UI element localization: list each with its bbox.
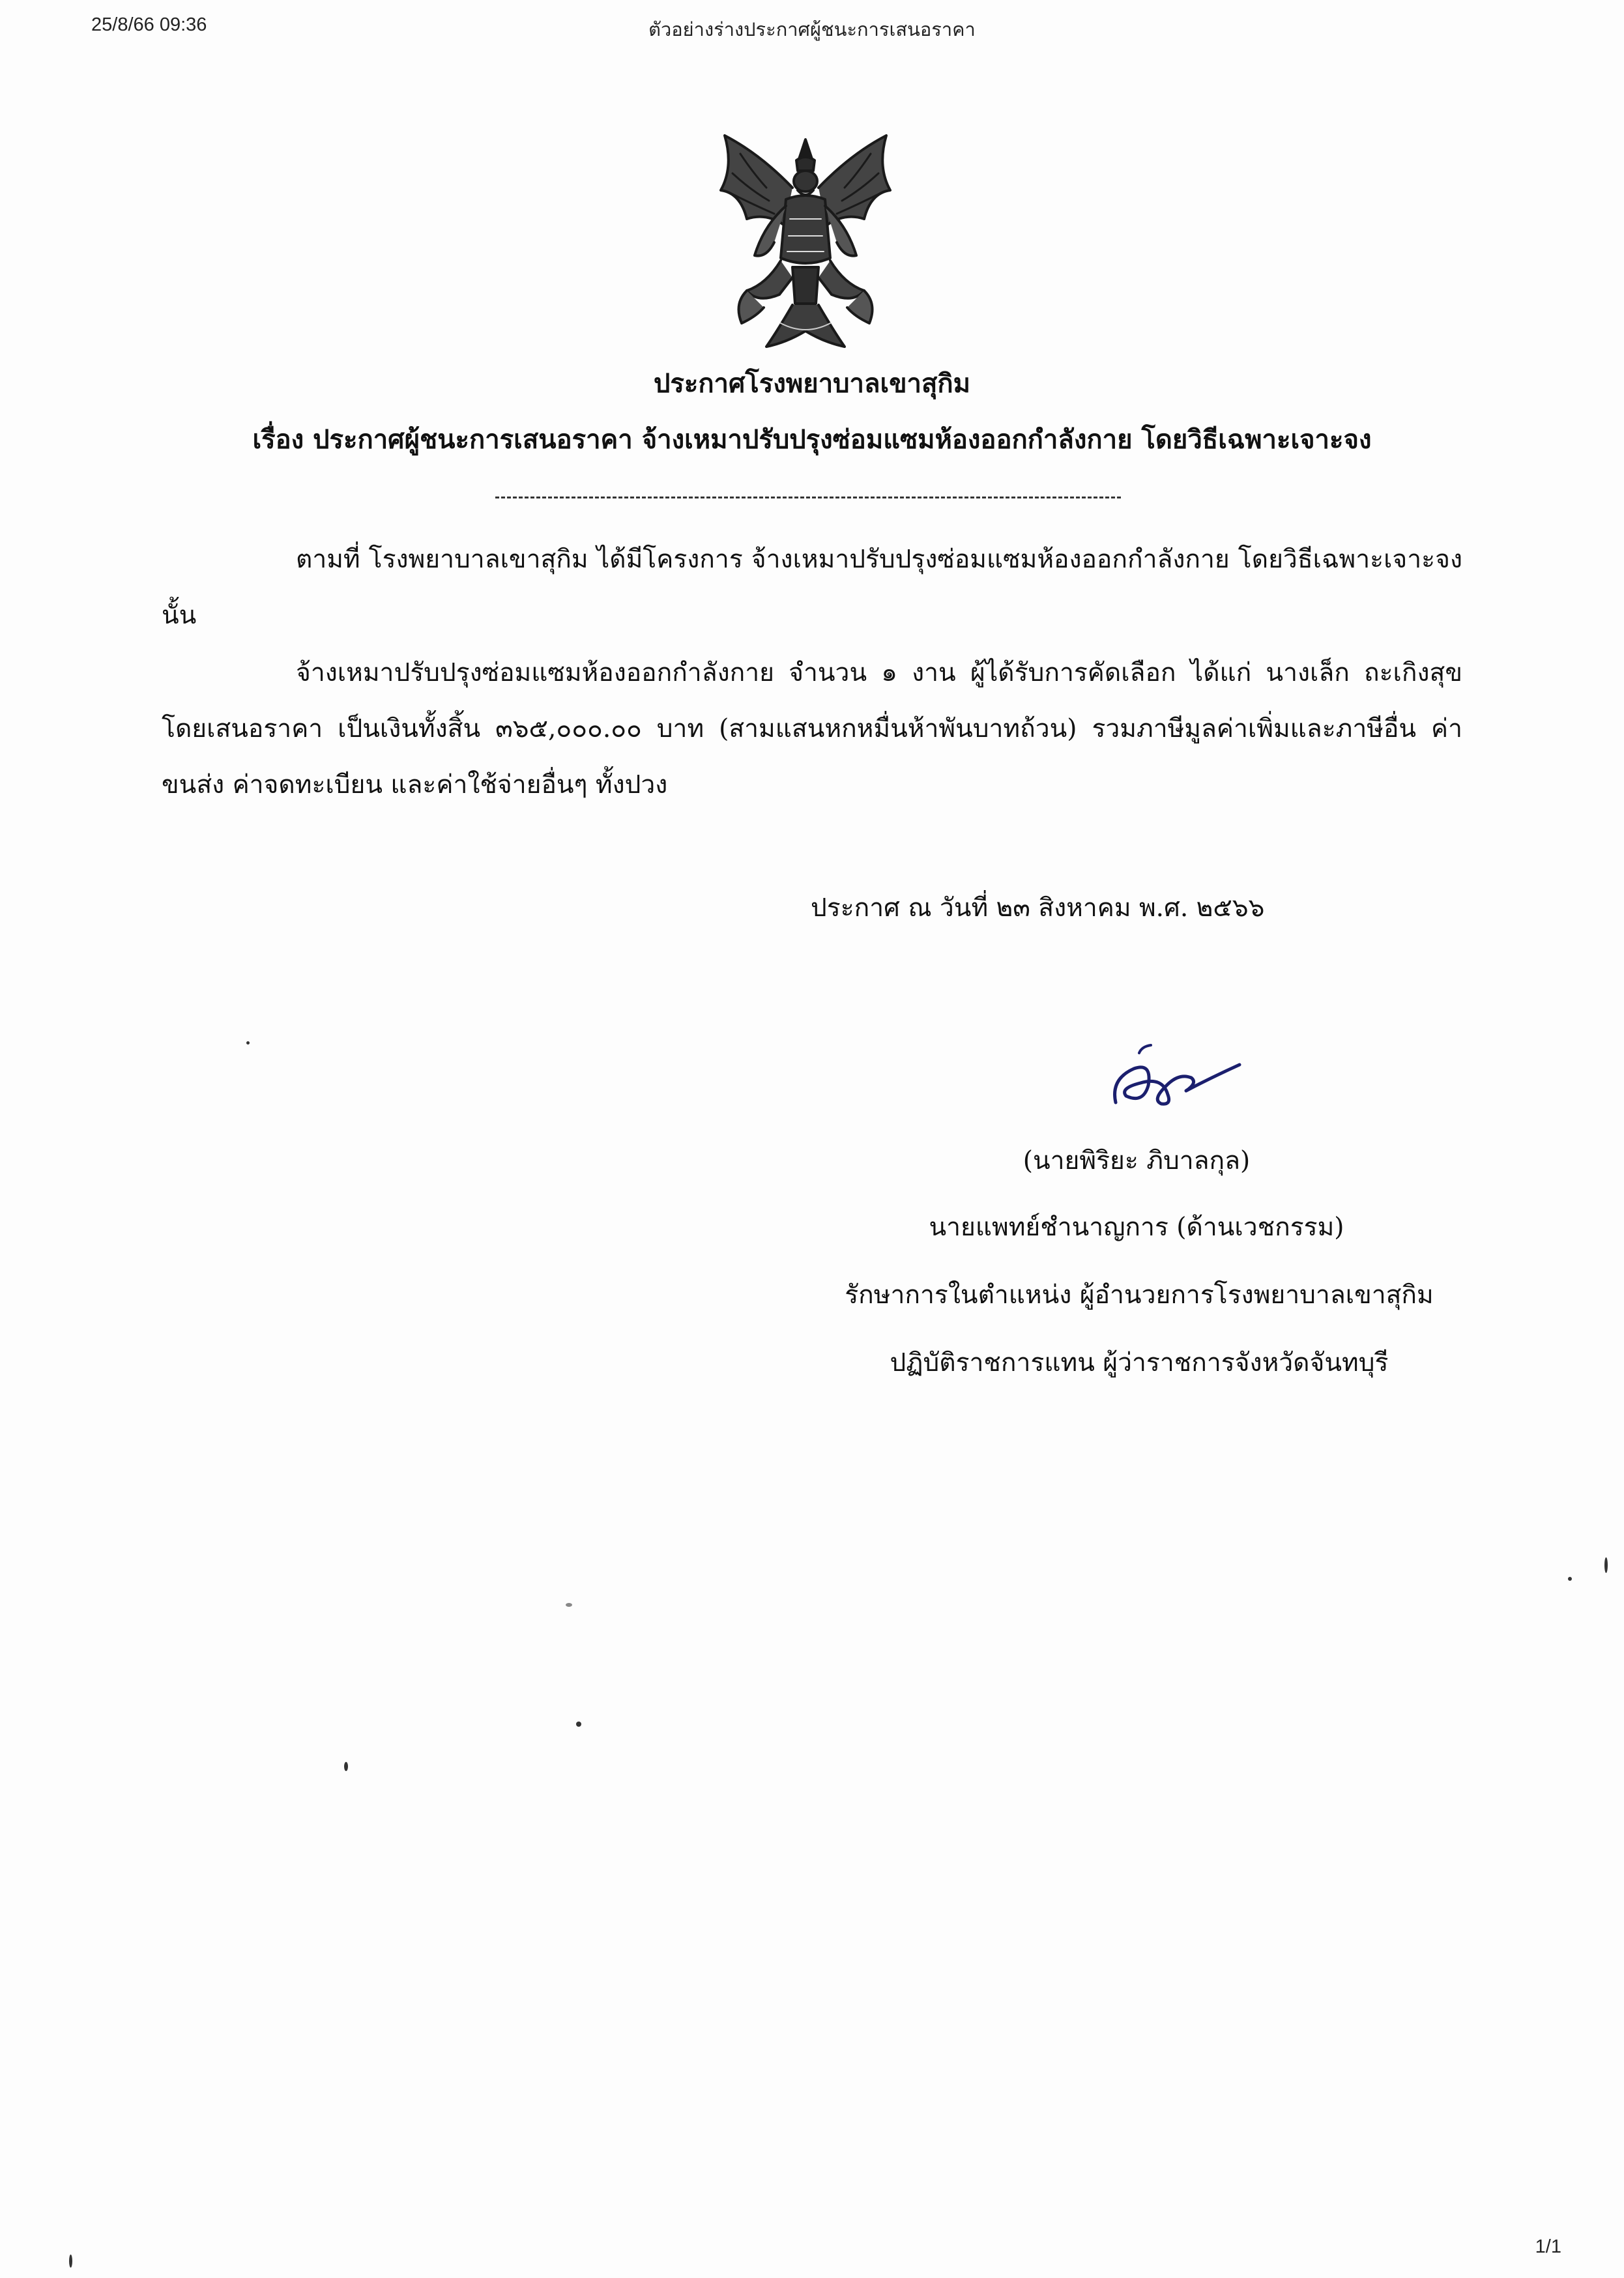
handwritten-signature [1100, 1040, 1243, 1112]
scan-speck [246, 1041, 250, 1045]
body-paragraph-1: ตามที่ โรงพยาบาลเขาสุกิม ได้มีโครงการ จ้างเหมาปรับปรุงซ่อมแซมห้องออกกำลังกาย โดยวิธีเฉพาะเจาะจง นั้น [162, 545, 1462, 630]
scan-speck [1604, 1557, 1608, 1573]
signatory-name: (นายพิริยะ ภิบาลกุล) [1022, 1146, 1251, 1175]
print-document-name: ตัวอย่างร่างประกาศผู้ชนะการเสนอราคา [648, 20, 976, 40]
announcement-subject: เรื่อง ประกาศผู้ชนะการเสนอราคา จ้างเหมาปรับปรุงซ่อมแซมห้องออกกำลังกาย โดยวิธีเฉพาะเจาะจง [252, 424, 1372, 455]
signatory-position: นายแพทย์ชำนาญการ (ด้านเวชกรรม) [929, 1213, 1344, 1242]
scan-speck [566, 1603, 572, 1607]
scan-speck [69, 2255, 72, 2268]
scan-speck [1568, 1577, 1572, 1581]
scan-speck [576, 1722, 581, 1727]
print-datetime: 25/8/66 09:36 [91, 14, 207, 35]
signatory-acting-role: รักษาการในตำแหน่ง ผู้อำนวยการโรงพยาบาลเขาสุกิม [845, 1280, 1434, 1310]
garuda-emblem-icon [701, 128, 910, 357]
signatory-on-behalf: ปฏิบัติราชการแทน ผู้ว่าราชการจังหวัดจันทบุรี [890, 1348, 1389, 1377]
announcement-heading: ประกาศโรงพยาบาลเขาสุกิม [653, 368, 971, 399]
dashed-separator [495, 497, 1121, 498]
page-number: 1/1 [1535, 2236, 1561, 2257]
scan-speck [344, 1762, 348, 1771]
body-paragraph-2: จ้างเหมาปรับปรุงซ่อมแซมห้องออกกำลังกาย จำนวน ๑ งาน ผู้ได้รับการคัดเลือก ได้แก่ นางเล็ก ถะเกิงสุข โดยเสนอราคา เป็นเงินทั้งสิ้น ๓๖๕,๐๐๐.๐๐ บาท (สามแสนหกหมื่นห้าพันบาทถ้วน) รวมภาษีมูลค่าเพิ่มและภาษีอื่น ค่าขนส่ง ค่าจดทะเบียน และค่าใช้จ่ายอื่นๆ ทั้งปวง [162, 658, 1462, 800]
announcement-date: ประกาศ ณ วันที่ ๒๓ สิงหาคม พ.ศ. ๒๕๖๖ [811, 893, 1265, 923]
